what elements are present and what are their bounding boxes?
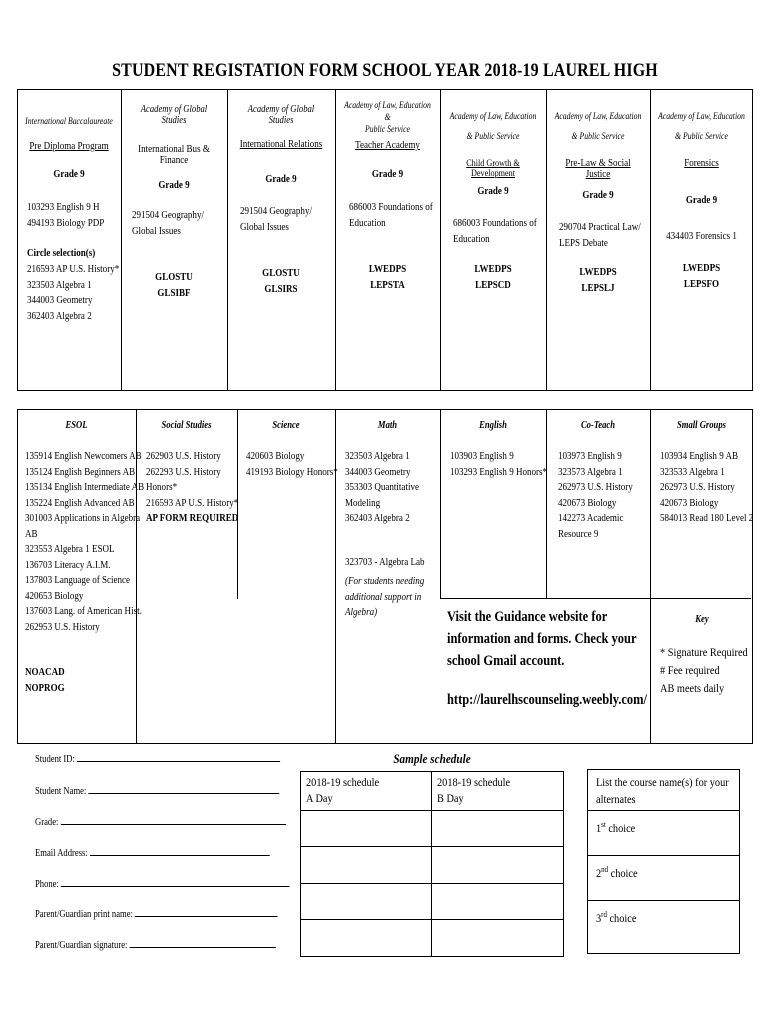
forensics-codes: LWEDPS LEPSFO bbox=[682, 263, 721, 290]
schedule-a-day-header: 2018-19 schedule A Day bbox=[300, 771, 432, 811]
student-id-field[interactable]: Student ID: bbox=[35, 754, 280, 765]
teacher-academy-program: Teacher Academy bbox=[355, 140, 420, 151]
schedule-b-cell[interactable] bbox=[431, 846, 564, 884]
global-bus-grade: Grade 9 bbox=[158, 180, 190, 191]
ib-circle-label: Circle selection(s) bbox=[27, 248, 96, 259]
science-courses: 420603 Biology 419193 Biology Honors* bbox=[246, 451, 338, 478]
teacher-academy-codes: LWEDPS LEPSTA bbox=[368, 264, 407, 291]
prelaw-program: Pre-Law & Social Justice bbox=[565, 158, 631, 180]
global-rel-program: International Relations bbox=[239, 139, 323, 150]
algebra-lab: 323703 - Algebra Lab bbox=[345, 557, 425, 568]
esol-codes: NOACAD NOPROG bbox=[25, 667, 65, 694]
student-name-field[interactable]: Student Name: bbox=[35, 786, 279, 797]
email-field[interactable]: Email Address: bbox=[35, 848, 270, 859]
alternates-header: List the course name(s) for your alternates bbox=[596, 775, 729, 806]
schedule-a-cell[interactable] bbox=[300, 919, 432, 957]
law-header-child: Academy of Law, Education & Public Service bbox=[449, 111, 537, 141]
child-growth-grade: Grade 9 bbox=[477, 186, 509, 197]
law-header-forensics: Academy of Law, Education & Public Service bbox=[658, 111, 745, 141]
first-choice[interactable]: 1st choice bbox=[596, 820, 636, 835]
sample-schedule-title: Sample schedule bbox=[393, 751, 471, 766]
global-studies-header-2: Academy of Global Studies bbox=[247, 104, 315, 126]
social-studies-header: Social Studies bbox=[161, 420, 212, 431]
key-items: * Signature Required # Fee required AB meets daily bbox=[660, 645, 748, 695]
law-header-prelaw: Academy of Law, Education & Public Service bbox=[554, 111, 642, 141]
english-header: English bbox=[479, 420, 507, 431]
small-groups-courses: 103934 English 9 AB 323533 Algebra 1 262973 U.S. History 420673 Biology 584013 Read 180 Level 2 bbox=[660, 451, 754, 524]
global-rel-codes: GLOSTU GLSIRS bbox=[262, 268, 300, 295]
schedule-b-cell[interactable] bbox=[431, 919, 564, 957]
forensics-courses: 434403 Forensics 1 bbox=[666, 231, 737, 242]
ib-courses: 103293 English 9 H 494193 Biology PDP bbox=[27, 202, 105, 229]
guardian-signature-field[interactable]: Parent/Guardian signature: bbox=[35, 940, 276, 951]
esol-courses: 135914 English Newcomers AB 135124 English Beginners AB 135134 English Intermediate AB 135224 English Advanced AB 301003 Applications in Algebra AB 323553 Algebra 1 ESOL 136703 Literacy A.I.M. 137803 Language of Science 420653 Biology 137603 Lang. of American Hist. 262953 U.S. History bbox=[25, 451, 145, 633]
child-growth-codes: LWEDPS LEPSCD bbox=[474, 264, 512, 291]
schedule-b-cell[interactable] bbox=[431, 810, 564, 847]
teacher-academy-courses: 686003 Foundations of Education bbox=[349, 202, 433, 229]
phone-field[interactable]: Phone: bbox=[35, 879, 290, 890]
law-header-teacher: Academy of Law, Education & Public Service bbox=[344, 100, 431, 134]
prelaw-codes: LWEDPS LEPSLJ bbox=[579, 267, 617, 294]
english-courses: 103903 English 9 103293 English 9 Honors* bbox=[450, 451, 548, 478]
key-header: Key bbox=[695, 614, 709, 625]
algebra-lab-note: (For students needing additional support in Algebra) bbox=[345, 576, 425, 618]
third-choice[interactable]: 3rd choice bbox=[596, 910, 637, 925]
teacher-academy-grade: Grade 9 bbox=[371, 169, 404, 180]
schedule-a-cell[interactable] bbox=[300, 846, 432, 884]
global-studies-header-1: Academy of Global Studies bbox=[140, 104, 208, 126]
schedule-b-day-header: 2018-19 schedule B Day bbox=[431, 771, 564, 811]
co-teach-courses: 103973 English 9 323573 Algebra 1 262973 U.S. History 420673 Biology 142273 Academic Resource 9 bbox=[558, 451, 633, 540]
esol-header: ESOL bbox=[65, 420, 88, 431]
child-growth-courses: 686003 Foundations of Education bbox=[453, 218, 537, 245]
guidance-url[interactable]: http://laurelhscounseling.weebly.com/ bbox=[447, 692, 648, 708]
forensics-program: Forensics bbox=[684, 158, 719, 169]
prelaw-courses: 290704 Practical Law/ LEPS Debate bbox=[559, 222, 641, 249]
guidance-message: Visit the Guidance website for information and forms. Check your school Gmail account. bbox=[447, 609, 637, 669]
child-growth-program: Child Growth & Development bbox=[466, 159, 520, 179]
ib-circle-courses: 216593 AP U.S. History* 323503 Algebra 1 344003 Geometry 362403 Algebra 2 bbox=[27, 264, 120, 322]
global-bus-courses: 291504 Geography/ Global Issues bbox=[132, 210, 204, 237]
science-header: Science bbox=[272, 420, 300, 431]
guardian-name-field[interactable]: Parent/Guardian print name: bbox=[35, 909, 278, 920]
small-groups-header: Small Groups bbox=[677, 420, 726, 431]
global-rel-courses: 291504 Geography/ Global Issues bbox=[240, 206, 312, 233]
ib-program: Pre Diploma Program bbox=[29, 141, 109, 152]
global-bus-program: International Bus & Finance bbox=[138, 144, 210, 166]
forensics-grade: Grade 9 bbox=[685, 195, 718, 206]
co-teach-header: Co-Teach bbox=[580, 420, 616, 431]
grade-field[interactable]: Grade: bbox=[35, 817, 286, 828]
schedule-a-cell[interactable] bbox=[300, 810, 432, 847]
second-choice[interactable]: 2nd choice bbox=[596, 865, 638, 880]
ib-header: International Baccalaureate bbox=[25, 116, 113, 126]
math-header: Math bbox=[377, 420, 398, 431]
global-rel-grade: Grade 9 bbox=[265, 174, 297, 185]
prelaw-grade: Grade 9 bbox=[582, 190, 614, 201]
schedule-b-cell[interactable] bbox=[431, 883, 564, 920]
math-courses: 323503 Algebra 1 344003 Geometry 353303 Quantitative Modeling 362403 Algebra 2 bbox=[345, 451, 419, 524]
schedule-a-cell[interactable] bbox=[300, 883, 432, 920]
social-studies-courses: 262903 U.S. History 262293 U.S. History Honors* 216593 AP U.S. History* AP FORM REQUIRED bbox=[146, 451, 239, 524]
page-title: STUDENT REGISTATION FORM SCHOOL YEAR 2018-19 LAUREL HIGH bbox=[112, 60, 658, 81]
global-bus-codes: GLOSTU GLSIBF bbox=[155, 272, 193, 299]
ib-grade: Grade 9 bbox=[53, 169, 85, 180]
